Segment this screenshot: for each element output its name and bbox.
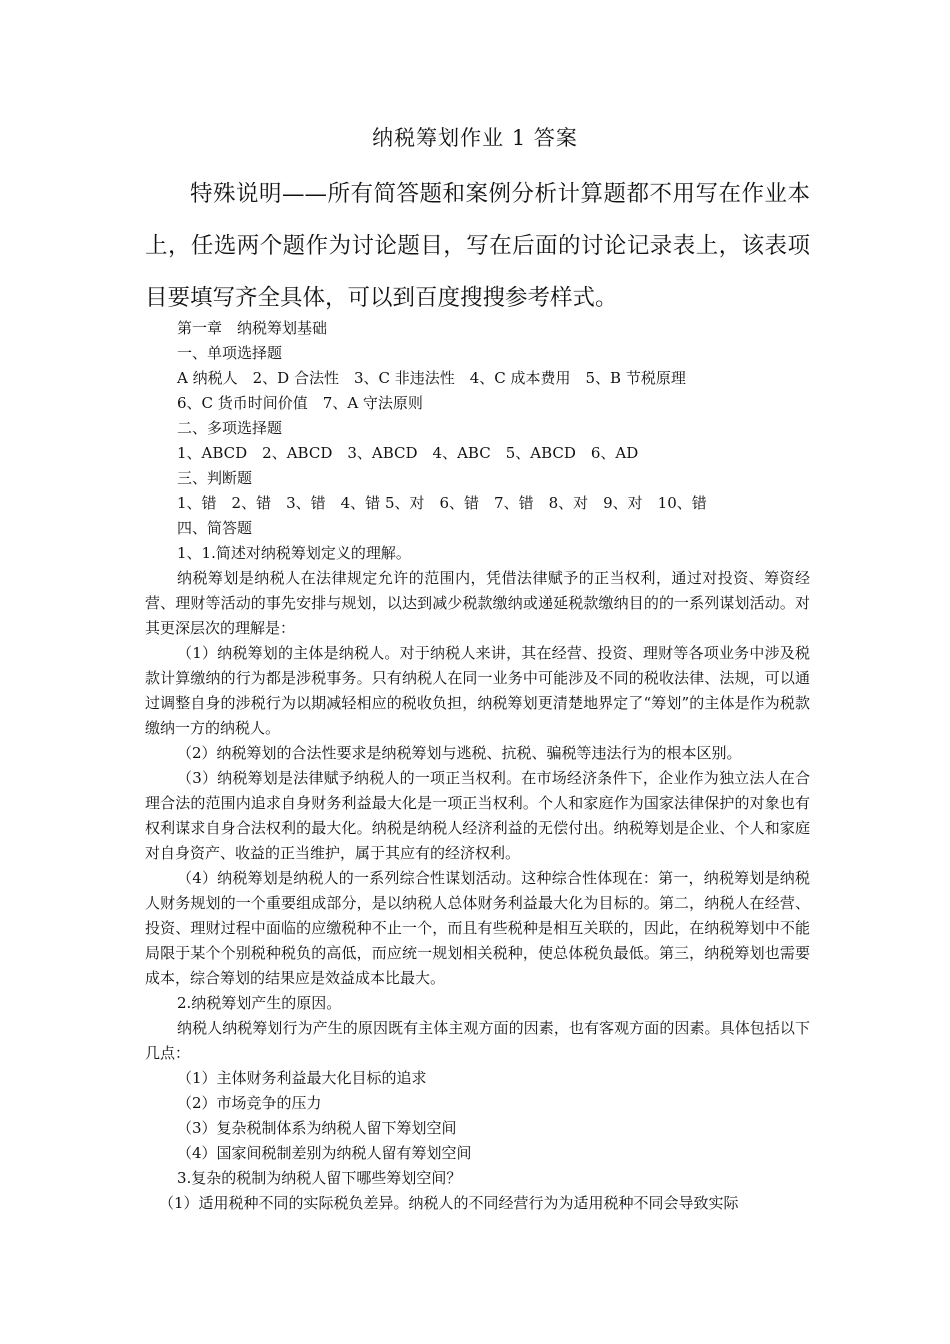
question-1-point-4: （4）纳税筹划是纳税人的一系列综合性谋划活动。这种综合性体现在：第一，纳税筹划是纳税人财务规划的一个重要组成部分，是以纳税人总体财务利益最大化为目标的。第二，纳税人在经营、投资、理财过程中面临的应缴税种不止一个，而且有些税种是相互关联的，因此，在纳税筹划中不能局限于某个个别税种税负的高低，而应统一规划相关税种，使总体税负最低。第三，纳税筹划也需要成本，综合筹划的结果应是效益成本比最大。 bbox=[145, 869, 810, 987]
special-notice bbox=[145, 168, 810, 324]
question-2-item: （2）市场竞争的压力 bbox=[177, 1094, 322, 1112]
single-choice-answers-2: 6、C 货币时间价值 7、A 守法原则 bbox=[177, 394, 423, 412]
question-2: 2.纳税筹划产生的原因。 bbox=[177, 994, 342, 1012]
question-1-definition: 纳税筹划是纳税人在法律规定允许的范围内，凭借法律赋予的正当权利，通过对投资、筹资经营、理财等活动的事先安排与规划，以达到减少税款缴纳或递延税款缴纳目的的一系列谋划活动。对其更深层次的理解是： bbox=[145, 569, 810, 637]
question-1: 1、1.简述对纳税筹划定义的理解。 bbox=[177, 544, 411, 562]
document-title: 纳税筹划作业 1 答案 bbox=[372, 126, 578, 150]
question-1-point-1: （1）纳税筹划的主体是纳税人。对于纳税人来讲，其在经营、投资、理财等各项业务中涉及税款计算缴纳的行为都是涉税事务。只有纳税人在同一业务中可能涉及不同的税收法律、法规，可以通过调整自身的涉税行为以期减轻相应的税收负担，纳税筹划更清楚地界定了“筹划”的主体是作为税款缴纳一方的纳税人。 bbox=[145, 644, 810, 737]
chapter-heading: 第一章 纳税筹划基础 bbox=[177, 319, 328, 337]
question-3: 3.复杂的税制为纳税人留下哪些筹划空间？ bbox=[177, 1169, 462, 1187]
section-heading-multiple-choice: 二、多项选择题 bbox=[177, 419, 283, 437]
question-2-item: （3）复杂税制体系为纳税人留下筹划空间 bbox=[177, 1119, 457, 1137]
question-2-intro: 纳税人纳税筹划行为产生的原因既有主体主观方面的因素，也有客观方面的因素。具体包括以下几点： bbox=[145, 1019, 810, 1062]
notice-text: 特殊说明——所有简答题和案例分析计算题都不用写在作业本上，任选两个题作为讨论题目，写在后面的讨论记录表上，该表项目要填写齐全具体，可以到百度搜搜参考样式。 bbox=[145, 181, 810, 311]
question-2-item: （1）主体财务利益最大化目标的追求 bbox=[177, 1069, 427, 1087]
section-heading-true-false: 三、判断题 bbox=[177, 469, 253, 487]
true-false-answers: 1、错 2、错 3、错 4、错 5、对 6、错 7、错 8、对 9、对 10、错 bbox=[177, 494, 707, 512]
question-3-point-1: （1）适用税种不同的实际税负差异。纳税人的不同经营行为为适用税种不同会导致实际 bbox=[159, 1194, 739, 1212]
question-2-item: （4）国家间税制差别为纳税人留有筹划空间 bbox=[177, 1144, 472, 1162]
section-heading-short-answer: 四、简答题 bbox=[177, 519, 253, 537]
question-1-point-3: （3）纳税筹划是法律赋予纳税人的一项正当权利。在市场经济条件下，企业作为独立法人在合理合法的范围内追求自身财务利益最大化是一项正当权利。个人和家庭作为国家法律保护的对象也有权利谋求自身合法权利的最大化。纳税是纳税人经济利益的无偿付出。纳税筹划是企业、个人和家庭对自身资产、收益的正当维护，属于其应有的经济权利。 bbox=[145, 769, 810, 862]
question-1-point-2: （2）纳税筹划的合法性要求是纳税筹划与逃税、抗税、骗税等违法行为的根本区别。 bbox=[177, 744, 742, 762]
answer-body bbox=[145, 316, 810, 1216]
single-choice-answers-1: A 纳税人 2、D 合法性 3、C 非违法性 4、C 成本费用 5、B 节税原理 bbox=[177, 369, 686, 387]
multiple-choice-answers: 1、ABCD 2、ABCD 3、ABCD 4、ABC 5、ABCD 6、AD bbox=[177, 444, 639, 462]
section-heading-single-choice: 一、单项选择题 bbox=[177, 344, 283, 362]
